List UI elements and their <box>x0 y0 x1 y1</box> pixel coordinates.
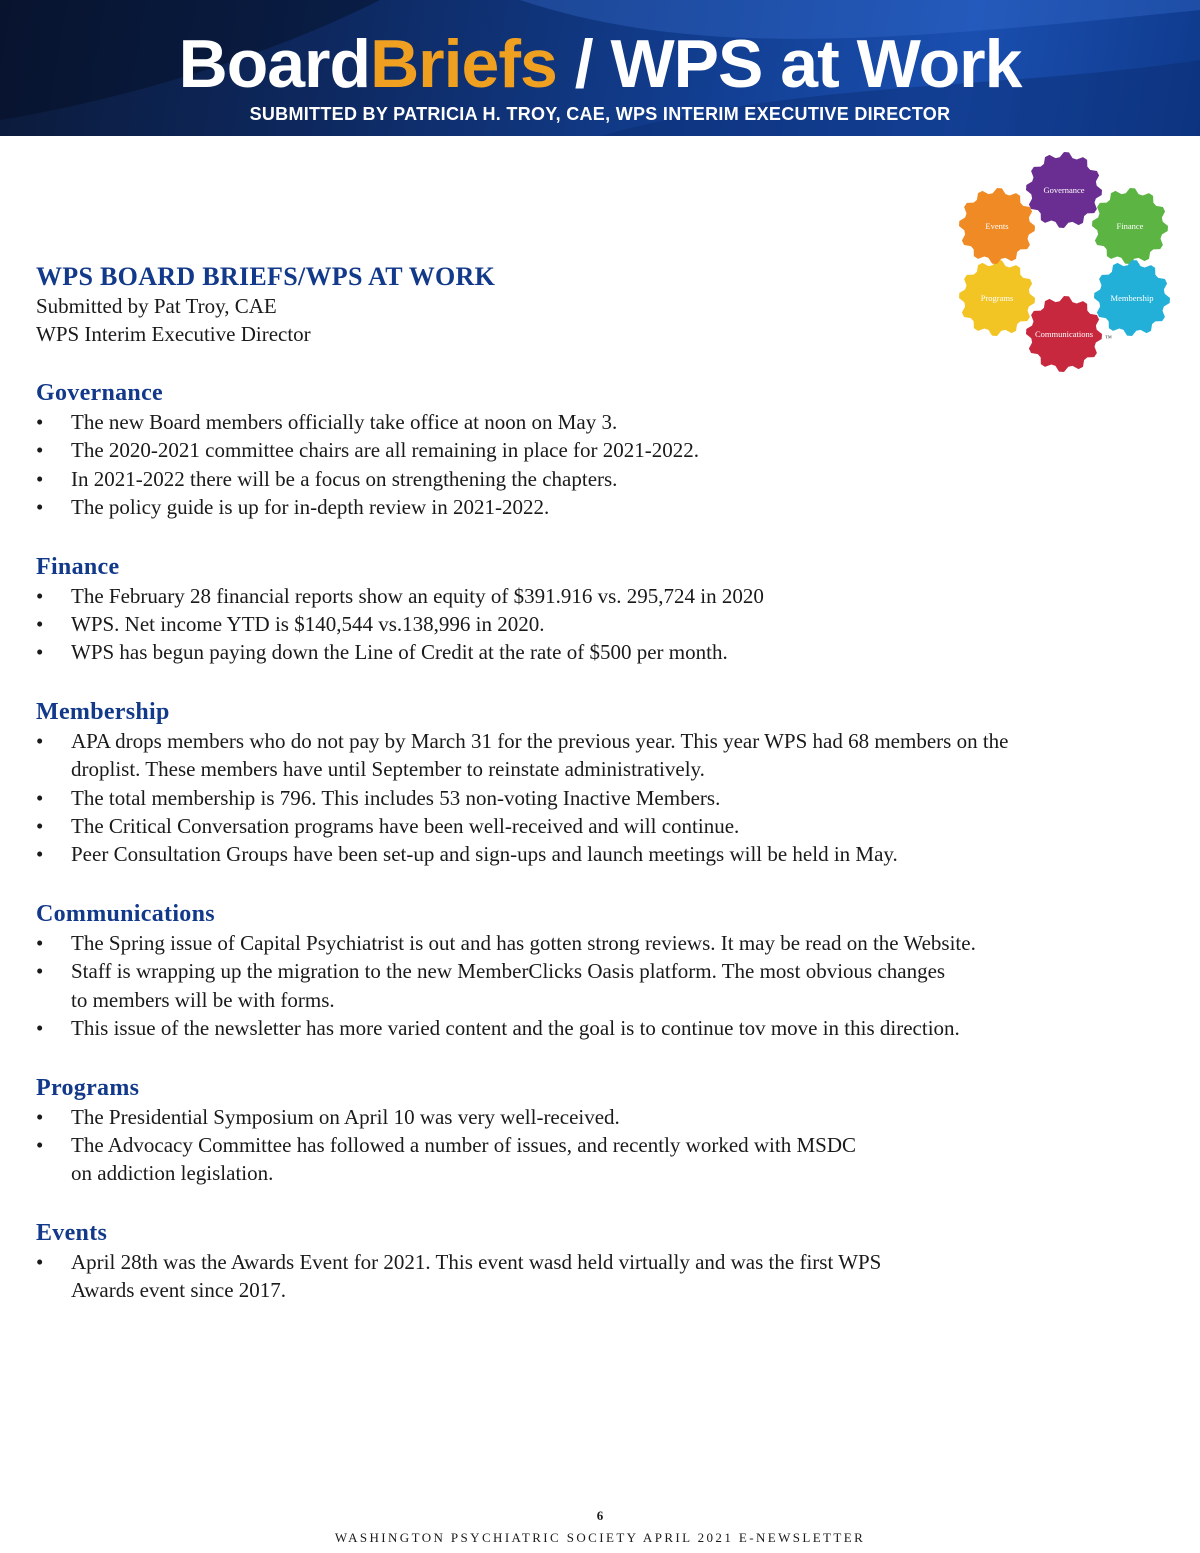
bullet-line: The policy guide is up for in-depth review in 2021-2022. <box>71 495 550 520</box>
bullet-line: WPS. Net income YTD is $140,544 vs.138,996 in 2020. <box>71 612 545 637</box>
bullet-item <box>36 1131 1156 1188</box>
section-heading: Governance <box>36 380 163 406</box>
bullet-line: Staff is wrapping up the migration to the new MemberClicks Oasis platform. The most obvious changes <box>71 959 946 984</box>
bullet-line: to members will be with forms. <box>71 987 335 1012</box>
section-heading: Communications <box>36 900 215 927</box>
bullet-line: The new Board members officially take office at noon on May 3. <box>71 410 618 434</box>
bullet-item <box>36 610 1156 638</box>
bullet-item <box>36 957 1156 1014</box>
trademark-symbol: ™ <box>1105 334 1112 342</box>
gear-label: Finance <box>1116 221 1144 231</box>
bullet-list <box>36 1248 1156 1305</box>
bullet-item <box>36 812 1156 840</box>
bullet-line: on addiction legislation. <box>71 1161 274 1186</box>
bullet-line: The February 28 financial reports show an equity of $391.916 vs. 295,724 in 2020 <box>71 583 764 608</box>
page-number: 6 <box>596 1508 604 1523</box>
bullet-dot: • <box>36 842 44 867</box>
gear-label: Communications <box>1034 329 1094 339</box>
bullet-line: The Presidential Symposium on April 10 was very well-received. <box>71 1104 620 1129</box>
bullet-dot: • <box>36 814 44 839</box>
banner-title-wps: / WPS at Work <box>556 26 1022 102</box>
footer-text: WASHINGTON PSYCHIATRIC SOCIETY APRIL 2021 E-NEWSLETTER <box>334 1530 866 1545</box>
bullet-item <box>36 582 1156 610</box>
bullet-line: The 2020-2021 committee chairs are all remaining in place for 2021-2022. <box>71 438 700 463</box>
bullet-line: The Spring issue of Capital Psychiatrist is out and has gotten strong reviews. It may be read on the Website. <box>71 930 976 955</box>
bullet-item <box>36 784 1156 812</box>
bullet-line: The Advocacy Committee has followed a number of issues, and recently worked with MSDC <box>71 1132 856 1157</box>
bullet-list <box>36 1103 1156 1188</box>
bullet-item <box>36 840 1156 868</box>
bullet-dot: • <box>36 1104 44 1129</box>
bullet-dot: • <box>36 959 44 984</box>
bullet-dot: • <box>36 1132 44 1157</box>
section-heading: Events <box>36 1219 108 1246</box>
section-heading: Programs <box>36 1074 140 1101</box>
bullet-item <box>36 465 1156 493</box>
bullet-list <box>36 408 1156 522</box>
bullet-item <box>36 727 1156 784</box>
banner-subtitle: SUBMITTED BY PATRICIA H. TROY, CAE, WPS INTERIM EXECUTIVE DIRECTOR <box>249 104 951 124</box>
section-programs <box>36 1073 1156 1188</box>
bullet-line: April 28th was the Awards Event for 2021. This event wasd held virtually and was the first WPS <box>71 1249 882 1274</box>
section-communications <box>36 899 1156 1043</box>
bullet-dot: • <box>36 612 44 637</box>
bullet-item <box>36 638 1156 666</box>
section-heading: Finance <box>36 553 120 580</box>
bullet-item <box>36 929 1156 957</box>
banner-title-board: Board <box>178 26 371 102</box>
bullet-dot: • <box>36 1016 44 1041</box>
byline-submitter: Submitted by Pat Troy, CAE <box>36 294 277 318</box>
header-banner <box>0 0 1200 136</box>
bullet-dot: • <box>36 410 44 434</box>
section-events <box>36 1218 1156 1305</box>
banner-title <box>0 26 1200 102</box>
bullet-dot: • <box>36 438 44 463</box>
bullet-list <box>36 727 1156 869</box>
section-membership <box>36 697 1156 869</box>
article <box>36 262 1156 1305</box>
section-finance <box>36 552 1156 667</box>
sections-container <box>36 378 1156 1305</box>
bullet-dot: • <box>36 728 44 753</box>
bullet-dot: • <box>36 583 44 608</box>
bullet-line: Awards event since 2017. <box>71 1278 287 1303</box>
bullet-dot: • <box>36 1249 44 1274</box>
bullet-dot: • <box>36 495 44 520</box>
byline-role: WPS Interim Executive Director <box>36 322 311 346</box>
gear-finance <box>1092 188 1168 264</box>
bullet-item <box>36 408 1156 436</box>
bullet-dot: • <box>36 930 44 955</box>
section-heading: Membership <box>36 698 170 725</box>
gear-events <box>959 188 1035 264</box>
bullet-item <box>36 1103 1156 1131</box>
bullet-item <box>36 436 1156 464</box>
bullet-dot: • <box>36 785 44 810</box>
section-governance <box>36 378 1156 522</box>
bullet-line: This issue of the newsletter has more varied content and the goal is to continue tov move in this direction. <box>71 1016 960 1041</box>
gear-label: Programs <box>980 293 1014 303</box>
bullet-item <box>36 1014 1156 1042</box>
bullet-line: In 2021-2022 there will be a focus on strengthening the chapters. <box>71 466 618 491</box>
article-title: WPS BOARD BRIEFS/WPS AT WORK <box>36 262 496 291</box>
bullet-list <box>36 929 1156 1043</box>
bullet-line: droplist. These members have until September to reinstate administratively. <box>71 757 705 782</box>
bullet-line: The total membership is 796. This includes 53 non-voting Inactive Members. <box>71 785 721 810</box>
bullet-item <box>36 1248 1156 1305</box>
bullet-line: WPS has begun paying down the Line of Credit at the rate of $500 per month. <box>71 640 728 665</box>
banner-title-briefs: Briefs <box>370 26 557 102</box>
gear-governance <box>1026 152 1102 228</box>
bullet-dot: • <box>36 466 44 491</box>
bullet-dot: • <box>36 640 44 665</box>
bullet-list <box>36 582 1156 667</box>
bullet-item <box>36 493 1156 521</box>
gear-label: Membership <box>1110 293 1154 303</box>
bullet-line: APA drops members who do not pay by March 31 for the previous year. This year WPS had 68 members on the <box>71 728 1009 753</box>
bullet-line: The Critical Conversation programs have been well-received and will continue. <box>71 814 740 839</box>
gear-label: Governance <box>1043 185 1085 195</box>
bullet-line: Peer Consultation Groups have been set-up and sign-ups and launch meetings will be held in May. <box>71 842 898 867</box>
gear-label: Events <box>985 221 1009 231</box>
